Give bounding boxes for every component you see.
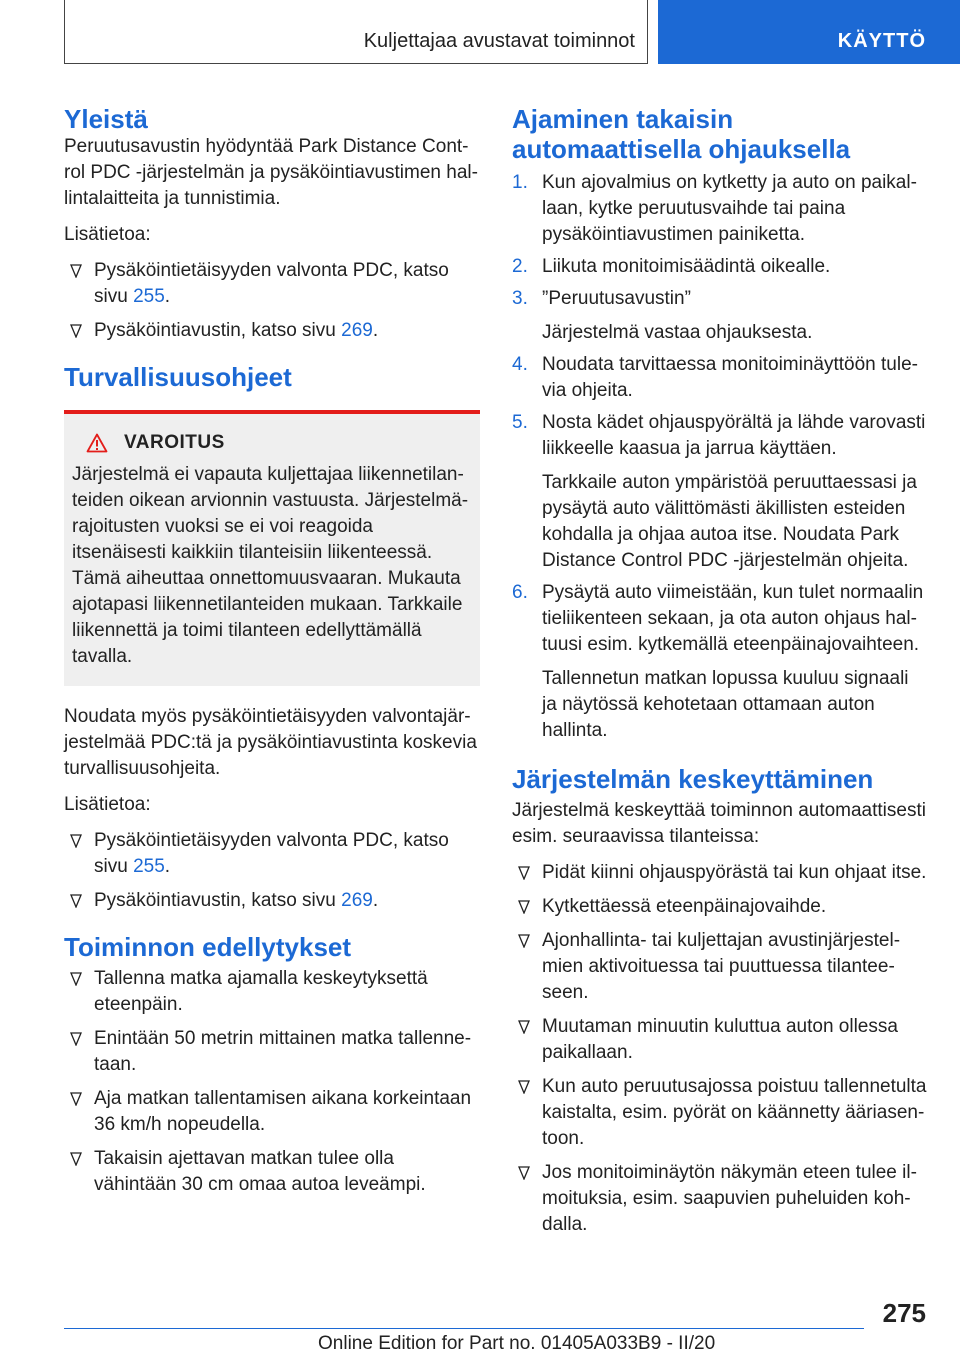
triangle-bullet-icon <box>518 1166 530 1180</box>
step-note: Tallennetun matkan lopussa kuuluu signaali ja näytössä kehotetaan ottamaan auton hallinta. <box>542 668 909 741</box>
tab-label: KÄYTTÖ <box>837 30 926 52</box>
triangle-bullet-icon <box>70 1032 82 1046</box>
list-item: Takaisin ajettavan matkan tulee olla vähintään 30 cm omaa autoa leveämpi. <box>64 1146 480 1198</box>
section-heading-ajaminen: Ajaminen takaisin automaattisella ohjauksella <box>512 104 851 164</box>
step-number: 1. <box>512 172 528 193</box>
reference-list <box>64 258 480 344</box>
step-number: 3. <box>512 288 528 309</box>
paragraph: Järjestelmä keskeyttää toiminnon automaattisesti esim. seuraavissa tilanteissa: <box>512 800 926 847</box>
list-item: Tallenna matka ajamalla keskeytyksettä eteenpäin. <box>64 966 480 1018</box>
list-item: Muutaman minuutin kuluttua auton ollessa paikallaan. <box>512 1014 928 1066</box>
list-item: Pysäköintietäisyyden valvonta PDC, katso sivu 255. <box>64 258 480 310</box>
warning-triangle-icon <box>86 433 108 453</box>
step-number: 6. <box>512 582 528 603</box>
triangle-bullet-icon <box>70 972 82 986</box>
list-item: Aja matkan tallentamisen aikana korkeintaan 36 km/h nopeudella. <box>64 1086 480 1138</box>
step-item: 2. Liikuta monitoimisäädintä oikealle. <box>512 254 928 280</box>
triangle-bullet-icon <box>518 1080 530 1094</box>
triangle-bullet-icon <box>518 866 530 880</box>
step-item: 4. Noudata tarvittaessa monitoiminäyttöön tulevia ohjeita. <box>512 354 918 401</box>
header-box <box>64 0 648 64</box>
paragraph: Noudata myös pysäköintietäisyyden valvontajärjestelmää PDC:tä ja pysäköintiavustinta koskevia turvallisuusohjeita. <box>64 706 477 779</box>
page-link[interactable]: 255 <box>133 856 165 877</box>
step-number: 2. <box>512 256 528 277</box>
right-column <box>512 100 928 1248</box>
tab-kaytto[interactable] <box>658 0 960 64</box>
triangle-bullet-icon <box>518 1020 530 1034</box>
triangle-bullet-icon <box>70 834 82 848</box>
section-heading-keskeyttaminen: Järjestelmän keskeyttäminen <box>512 764 874 794</box>
warning-title: VAROITUS <box>86 432 472 454</box>
step-number: 4. <box>512 354 528 375</box>
list-item: Pysäköintietäisyyden valvonta PDC, katso sivu 255. <box>64 828 480 880</box>
triangle-bullet-icon <box>70 324 82 338</box>
triangle-bullet-icon <box>70 1092 82 1106</box>
page-number: 275 <box>882 1298 926 1328</box>
warning-text: Järjestelmä ei vapauta kuljettajaa liikennetilanteiden oikean arvionnin vastuusta. Järjestelmärajoitusten vuoksi se ei voi reagoida itsenäisesti kaikkiin tilanteisiin liikenteessä. Tämä aiheuttaa onnettomuusvaaran. Mukauta ajotapasi liikennetilanteiden mukaan. Tarkkaile liikennettä ja toimi tilanteen edellyttämällä tavalla. <box>72 464 469 667</box>
page-link[interactable]: 269 <box>341 890 373 911</box>
step-item: 6. Pysäytä auto viimeistään, kun tulet normaalin tieliikenteen sekaan, ja ota auton ohjaus haltuusi esim. kytkemällä eteenpäinajovaihteen. Tallennetun matkan lopussa kuuluu signaali ja näytössä kehotetaan ottamaan auton hallinta. <box>512 580 928 744</box>
list-item: Jos monitoiminäytön näkymän eteen tulee ilmoituksia, esim. saapuvien puheluiden kohdalla. <box>512 1160 928 1238</box>
triangle-bullet-icon <box>518 934 530 948</box>
section-heading-yleista: Yleistä <box>64 104 148 134</box>
step-note: Järjestelmä vastaa ohjauksesta. <box>542 322 813 343</box>
step-item: 5. Nosta kädet ohjauspyörältä ja lähde varovasti liikkeelle kaasua ja jarrua käyttäen. Tarkkaile auton ympäristöä peruuttaessasi ja pysäytä auto välittömästi äkillisten esteiden kohdalla ja ohjaa autoa itse. Noudata Park Distance Control PDC -järjestelmän ohjeita. <box>512 410 928 574</box>
list-item: Enintään 50 metrin mittainen matka tallennetaan. <box>64 1026 480 1078</box>
list-item: Ajonhallinta- tai kuljettajan avustinjärjestelmien aktivoituessa tai puuttuessa tilanteeseen. <box>512 928 928 1006</box>
page-link[interactable]: 255 <box>133 286 165 307</box>
footer-edition: Online Edition for Part no. 01405A033B9 - II/20 <box>318 1333 716 1354</box>
list-item: Kytkettäessä eteenpäinajovaihde. <box>512 894 928 920</box>
warning-box <box>64 410 480 686</box>
header-title: Kuljettajaa avustavat toiminnot <box>363 30 635 52</box>
reference-list <box>64 828 480 914</box>
section-heading-edellytykset: Toiminnon edellytykset <box>64 932 352 962</box>
step-item: 1. Kun ajovalmius on kytketty ja auto on paikallaan, kytke peruutusvaihde tai paina pysäköintiavustimen painiketta. <box>512 172 917 245</box>
more-info-label: Lisätietoa: <box>64 224 151 245</box>
triangle-bullet-icon <box>70 264 82 278</box>
step-number: 5. <box>512 412 528 433</box>
step-note: Tarkkaile auton ympäristöä peruuttaessasi ja pysäytä auto välittömästi äkillisten esteiden kohdalla ja ohjaa autoa itse. Noudata Park Distance Control PDC -järjestelmän ohjeita. <box>542 472 917 571</box>
interrupt-list <box>512 860 928 1238</box>
page-link[interactable]: 269 <box>341 320 373 341</box>
step-list <box>512 170 928 744</box>
left-column <box>64 100 480 1208</box>
step-item: 3. ”Peruutusavustin” Järjestelmä vastaa ohjauksesta. <box>512 286 928 346</box>
requirements-list <box>64 966 480 1198</box>
section-heading-turvallisuus: Turvallisuusohjeet <box>64 362 292 392</box>
list-item: Pysäköintiavustin, katso sivu 269. <box>64 318 480 344</box>
triangle-bullet-icon <box>70 1152 82 1166</box>
list-item: Kun auto peruutusajossa poistuu tallennetulta kaistalta, esim. pyörät on käännetty ääriasentoon. <box>512 1074 928 1152</box>
list-item: Pysäköintiavustin, katso sivu 269. <box>64 888 480 914</box>
list-item: Pidät kiinni ohjauspyörästä tai kun ohjaat itse. <box>512 860 928 886</box>
triangle-bullet-icon <box>518 900 530 914</box>
triangle-bullet-icon <box>70 894 82 908</box>
more-info-label: Lisätietoa: <box>64 794 151 815</box>
paragraph: Peruutusavustin hyödyntää Park Distance Control PDC -järjestelmän ja pysäköintiavustimen hallintalaitteita ja tunnistimia. <box>64 136 478 209</box>
footer-divider <box>64 1328 864 1329</box>
